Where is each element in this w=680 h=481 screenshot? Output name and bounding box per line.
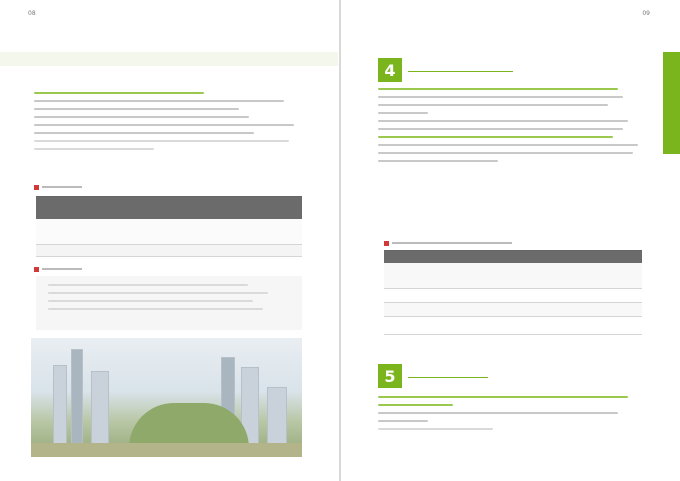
right-page-header [350,0,650,26]
section-5-number: 5 [378,364,402,388]
section-4-text [378,88,648,168]
table-row [36,219,302,245]
section-5-text [378,396,648,436]
table-row [384,303,642,317]
red-bullet-icon [34,185,39,190]
right-table-subhead [384,238,512,248]
section-5-title [408,374,488,378]
section-4-title [408,68,513,72]
section-4-title-bar [378,58,513,82]
section-4-number: 4 [378,58,402,82]
left-page-number: 08 [28,9,36,17]
left-table-2-subhead [34,264,82,274]
right-table-title [392,242,512,244]
left-zone-list-box [36,276,302,330]
left-top-band [0,52,338,66]
right-page-number: 09 [642,9,650,17]
left-intro-text [34,92,324,156]
right-table-header [384,251,642,263]
left-page-header [28,0,328,26]
table-row [384,289,642,303]
left-table-1 [36,196,302,258]
left-table-1-header [36,197,302,219]
right-table [384,250,642,334]
left-table-2-title [42,268,82,270]
red-bullet-icon [384,241,389,246]
right-side-tab [663,52,680,154]
left-table-1-subhead [34,182,82,192]
table-row [384,317,642,335]
red-bullet-icon [34,267,39,272]
left-table-1-title [42,186,82,188]
section-5-title-bar [378,364,488,388]
table-row [384,263,642,289]
building-photo [31,338,302,457]
page-spine [339,0,341,481]
table-row [36,245,302,257]
